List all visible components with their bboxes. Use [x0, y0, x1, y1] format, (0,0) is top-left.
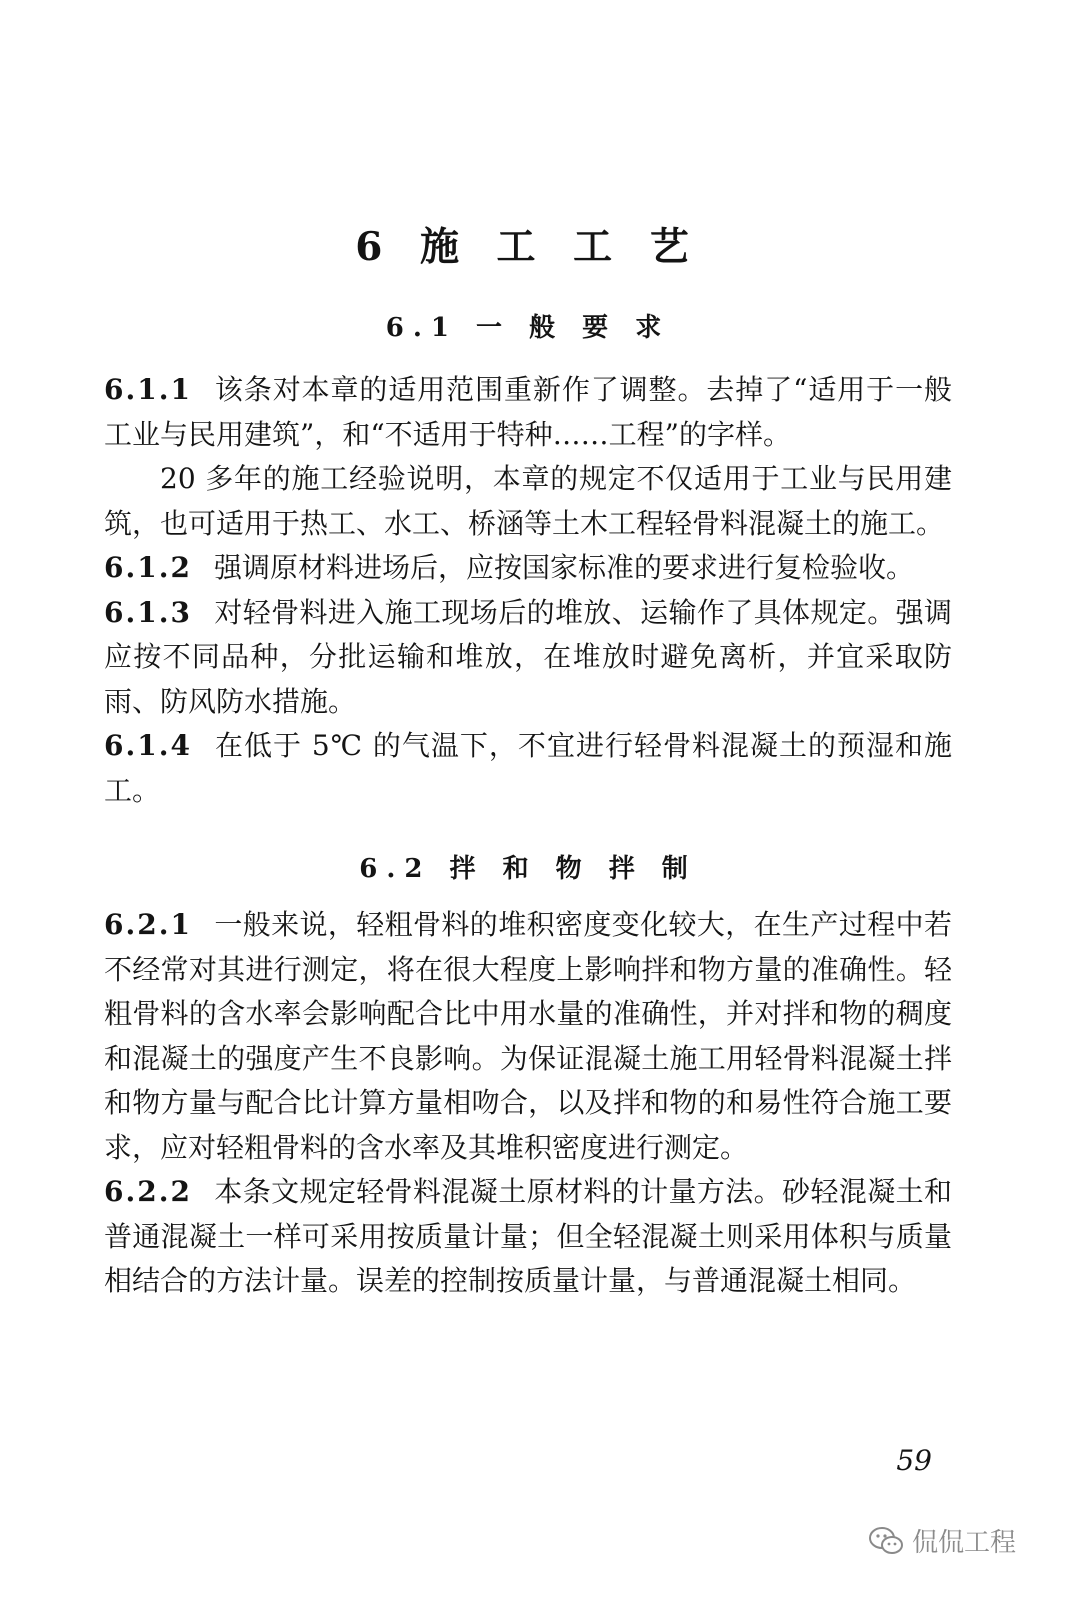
watermark [868, 1522, 1016, 1559]
section-6-2-body [104, 903, 952, 1304]
clause-number: 6.2.2 [104, 1175, 192, 1208]
chapter-title: 6 施 工 工 艺 [355, 224, 701, 270]
page-number: 59 [896, 1444, 932, 1477]
section-6-1-body [104, 368, 952, 813]
clause-text: 对轻骨料进入施工现场后的堆放、运输作了具体规定。强调应按不同品种，分批运输和堆放，在堆放时避免离析，并宜采取防雨、防风防水措施。 [104, 595, 952, 718]
clause-text: 强调原材料进场后，应按国家标准的要求进行复检验收。 [213, 551, 914, 584]
clause-number: 6.1.3 [104, 595, 192, 629]
clause-text: 本条文规定轻骨料混凝土原材料的计量方法。砂轻混凝土和普通混凝土一样可采用按质量计量；但全轻混凝土则采用体积与质量相结合的方法计量。误差的控制按质量计量，与普通混凝土相同。 [104, 1175, 952, 1297]
clause-text: 20 多年的施工经验说明，本章的规定不仅适用于工业与民用建筑，也可适用于热工、水工、桥涵等土木工程轻骨料混凝土的施工。 [104, 462, 952, 540]
clause-6-1-4 [104, 724, 952, 813]
section-title-6-1: 6.1 一 般 要 求 [385, 313, 671, 343]
clause-6-2-1 [104, 903, 952, 1170]
clause-6-1-1-continuation [104, 457, 952, 546]
clause-6-2-2 [104, 1170, 952, 1304]
clause-number: 6.1.2 [104, 551, 192, 584]
clause-text: 在低于 5℃ 的气温下，不宜进行轻骨料混凝土的预湿和施工。 [104, 729, 952, 807]
clause-number: 6.1.1 [104, 373, 192, 406]
clause-6-1-2 [104, 546, 952, 591]
clause-text: 该条对本章的适用范围重新作了调整。去掉了“适用于一般工业与民用建筑”，和“不适用于特种……工程”的字样。 [104, 373, 952, 451]
clause-6-1-3 [104, 591, 952, 725]
watermark-text: 侃侃工程 [911, 1528, 1016, 1558]
section-title-6-2: 6.2 拌 和 物 拌 制 [359, 854, 697, 884]
clause-number: 6.1.4 [104, 729, 192, 762]
clause-6-1-1 [104, 368, 952, 457]
clause-number: 6.2.1 [104, 908, 192, 941]
wechat-icon [868, 1526, 904, 1556]
clause-text: 一般来说，轻粗骨料的堆积密度变化较大，在生产过程中若不经常对其进行测定，将在很大程度上影响拌和物方量的准确性。轻粗骨料的含水率会影响配合比中用水量的准确性，并对拌和物的稠度和混凝土的强度产生不良影响。为保证混凝土施工用轻骨料混凝土拌和物方量与配合比计算方量相吻合，以及拌和物的和易性符合施工要求，应对轻粗骨料的含水率及其堆积密度进行测定。 [104, 908, 952, 1164]
